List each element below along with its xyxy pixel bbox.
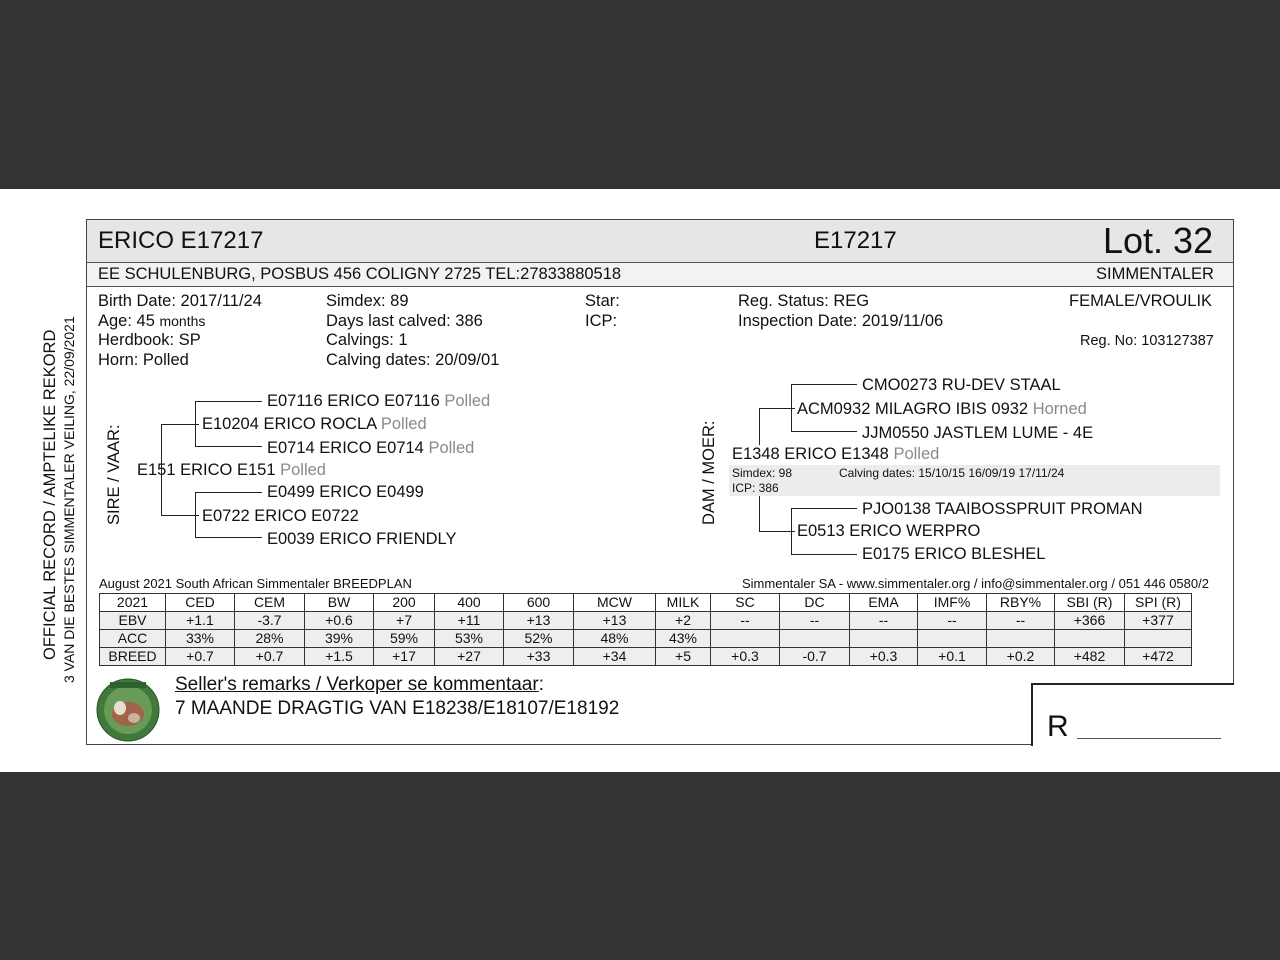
sss-id: E07116 ERICO E07116 <box>267 392 440 410</box>
sire-connector <box>195 492 196 538</box>
ebv-cell <box>711 630 780 648</box>
remarks-title-text: Seller's remarks / Verkoper se kommentaar <box>175 674 539 695</box>
ebv-cell: +1.5 <box>305 648 374 666</box>
age-unit: months <box>159 313 206 329</box>
ssd-id: E0714 ERICO E0714 <box>267 439 424 457</box>
age <box>98 312 205 331</box>
ebv-cell: +2 <box>656 612 711 630</box>
ss-id: E10204 ERICO ROCLA <box>202 415 377 433</box>
ebv-cell: +0.7 <box>166 648 235 666</box>
ebv-cell: -- <box>987 612 1055 630</box>
ebv-cell: +0.3 <box>850 648 918 666</box>
ebv-cell: +13 <box>504 612 574 630</box>
sd-name: E0722 ERICO E0722 <box>202 507 359 525</box>
sire-connector <box>195 537 262 538</box>
ddd-name: E0175 ERICO BLESHEL <box>862 545 1046 563</box>
age-value: Age: 45 <box>98 312 155 330</box>
simdex: Simdex: 89 <box>326 292 409 310</box>
ss-name <box>202 415 427 434</box>
ebv-cell: MCW <box>574 594 656 612</box>
ebv-cell: +472 <box>1125 648 1192 666</box>
sire-connector <box>195 401 262 402</box>
ebv-cell: 53% <box>435 630 504 648</box>
dd-name: E0513 ERICO WERPRO <box>797 522 981 540</box>
ebv-cell: +27 <box>435 648 504 666</box>
ebv-cell: BREED <box>100 648 166 666</box>
ebv-cell: 39% <box>305 630 374 648</box>
ebv-cell: +377 <box>1125 612 1192 630</box>
dam-connector <box>759 531 795 532</box>
ebv-cell: EBV <box>100 612 166 630</box>
ebv-cell: BW <box>305 594 374 612</box>
icp: ICP: <box>585 312 618 330</box>
ssd-name <box>267 439 474 458</box>
price-label: R <box>1047 710 1069 743</box>
ebv-cell: -3.7 <box>235 612 305 630</box>
ebv-cell: +11 <box>435 612 504 630</box>
ebv-cell: +0.3 <box>711 648 780 666</box>
dam-connector <box>791 508 792 555</box>
dam-connector <box>791 431 857 432</box>
owner-details: EE SCHULENBURG, POSBUS 456 COLIGNY 2725 TEL:27833880518 <box>98 265 622 283</box>
dam-connector <box>791 508 857 509</box>
calvings: Calvings: 1 <box>326 331 408 349</box>
ds-horn: Horned <box>1032 400 1087 418</box>
ebv-cell: -- <box>780 612 850 630</box>
ebv-cell: +17 <box>374 648 435 666</box>
calving-dates: Calving dates: 20/09/01 <box>326 351 500 369</box>
herdbook: Herdbook: SP <box>98 331 201 349</box>
dam-connector <box>791 384 792 432</box>
price-line[interactable] <box>1077 738 1221 739</box>
dam-label: DAM / MOER: <box>700 420 718 525</box>
ebv-cell: SBI (R) <box>1055 594 1125 612</box>
sire-connector <box>195 401 196 447</box>
ebv-cell <box>1055 630 1125 648</box>
remarks-colon: : <box>538 674 544 695</box>
ebv-cell: CEM <box>235 594 305 612</box>
ebv-row <box>100 630 1192 648</box>
ebv-cell: 52% <box>504 630 574 648</box>
ebv-cell: 48% <box>574 630 656 648</box>
animal-name: ERICO E17217 <box>98 227 264 254</box>
ebv-cell <box>918 630 987 648</box>
ebv-cell: +0.1 <box>918 648 987 666</box>
reg-number: Reg. No: 103127387 <box>1080 333 1214 349</box>
ebv-cell: +482 <box>1055 648 1125 666</box>
sss-name <box>267 392 490 411</box>
sss-horn: Polled <box>444 392 491 410</box>
dam-connector <box>759 408 795 409</box>
breedplan-contact: Simmentaler SA - www.simmentaler.org / info@simmentaler.org / 051 446 0580/2 <box>742 576 1209 591</box>
dam-horn: Polled <box>893 445 940 463</box>
sire-id: E151 ERICO E151 <box>137 461 276 479</box>
ebv-cell: DC <box>780 594 850 612</box>
horn-status: Horn: Polled <box>98 351 189 369</box>
ds-id: ACM0932 MILAGRO IBIS 0932 <box>797 400 1029 418</box>
sire-connector <box>195 492 262 493</box>
birth-date: Birth Date: 2017/11/24 <box>98 292 262 310</box>
dam-simdex: Simdex: 98 <box>732 466 793 480</box>
dds-name: PJO0138 TAAIBOSSPRUIT PROMAN <box>862 500 1143 518</box>
dam-id: E1348 ERICO E1348 <box>732 445 889 463</box>
dam-connector <box>791 554 857 555</box>
breed-label: SIMMENTALER <box>1096 265 1214 283</box>
ebv-cell: -- <box>918 612 987 630</box>
remarks-text: 7 MAANDE DRAGTIG VAN E18238/E18107/E18192 <box>175 698 620 719</box>
ebv-cell: SPI (R) <box>1125 594 1192 612</box>
dam-name <box>732 445 939 464</box>
sire-label: SIRE / VAAR: <box>105 424 123 525</box>
ebv-cell <box>987 630 1055 648</box>
ebv-cell: +33 <box>504 648 574 666</box>
ebv-cell: +7 <box>374 612 435 630</box>
ebv-cell: IMF% <box>918 594 987 612</box>
ebv-row <box>100 612 1192 630</box>
ebv-cell: 33% <box>166 630 235 648</box>
sex: FEMALE/VROULIK <box>1069 292 1213 310</box>
ebv-cell: -- <box>711 612 780 630</box>
official-record-text: OFFICIAL RECORD / AMPTELIKE REKORD <box>41 329 59 660</box>
ebv-cell <box>850 630 918 648</box>
ebv-cell: SC <box>711 594 780 612</box>
ebv-row <box>100 648 1192 666</box>
ebv-cell <box>780 630 850 648</box>
ebv-cell: -- <box>850 612 918 630</box>
reg-status: Reg. Status: REG <box>738 292 870 310</box>
ebv-cell: +34 <box>574 648 656 666</box>
ebv-cell: 600 <box>504 594 574 612</box>
ebv-cell: +366 <box>1055 612 1125 630</box>
ebv-row <box>100 594 1192 612</box>
lot-number: Lot. 32 <box>1103 220 1214 261</box>
ebv-cell: ACC <box>100 630 166 648</box>
sire-horn: Polled <box>280 461 326 479</box>
breedplan-caption: August 2021 South African Simmentaler BREEDPLAN <box>99 576 412 591</box>
ebv-cell: EMA <box>850 594 918 612</box>
dam-connector <box>759 408 760 445</box>
dam-connector <box>791 384 857 385</box>
ss-horn: Polled <box>380 415 427 433</box>
dam-icp: ICP: 386 <box>732 481 779 495</box>
ebv-cell: 43% <box>656 630 711 648</box>
ds-name <box>797 400 1087 419</box>
ebv-cell: -0.7 <box>780 648 850 666</box>
ebv-cell: +1.1 <box>166 612 235 630</box>
ebv-cell: +0.6 <box>305 612 374 630</box>
sire-name <box>137 461 326 480</box>
sdd-name: E0039 ERICO FRIENDLY <box>267 530 457 548</box>
ebv-cell: +13 <box>574 612 656 630</box>
sire-connector <box>161 515 199 516</box>
days-last-calved: Days last calved: 386 <box>326 312 483 330</box>
ebv-cell: 59% <box>374 630 435 648</box>
ebv-cell: +0.7 <box>235 648 305 666</box>
sds-name: E0499 ERICO E0499 <box>267 483 424 501</box>
sire-connector <box>195 446 262 447</box>
animal-id: E17217 <box>814 227 897 254</box>
ebv-cell: +5 <box>656 648 711 666</box>
ebv-cell: 28% <box>235 630 305 648</box>
dsd-name: JJM0550 JASTLEM LUME - 4E <box>862 424 1094 442</box>
ebv-cell: 2021 <box>100 594 166 612</box>
ebv-cell: 400 <box>435 594 504 612</box>
sire-connector <box>161 424 199 425</box>
ssd-horn: Polled <box>428 439 475 457</box>
ebv-cell: RBY% <box>987 594 1055 612</box>
ebv-cell: MILK <box>656 594 711 612</box>
star: Star: <box>585 292 620 310</box>
ebv-cell <box>1125 630 1192 648</box>
inspection-date: Inspection Date: 2019/11/06 <box>738 312 944 330</box>
dam-calving-dates: Calving dates: 15/10/15 16/09/19 17/11/24 <box>839 466 1065 480</box>
ebv-cell: +0.2 <box>987 648 1055 666</box>
auction-text: 3 VAN DIE BESTES SIMMENTALER VEILING, 22/09/2021 <box>61 316 77 683</box>
dss-name: CMO0273 RU-DEV STAAL <box>862 376 1061 394</box>
remarks-title <box>175 674 544 696</box>
society-logo <box>96 678 160 742</box>
ebv-table <box>99 593 1192 666</box>
ebv-cell: CED <box>166 594 235 612</box>
dam-connector <box>759 496 760 532</box>
ebv-cell: 200 <box>374 594 435 612</box>
